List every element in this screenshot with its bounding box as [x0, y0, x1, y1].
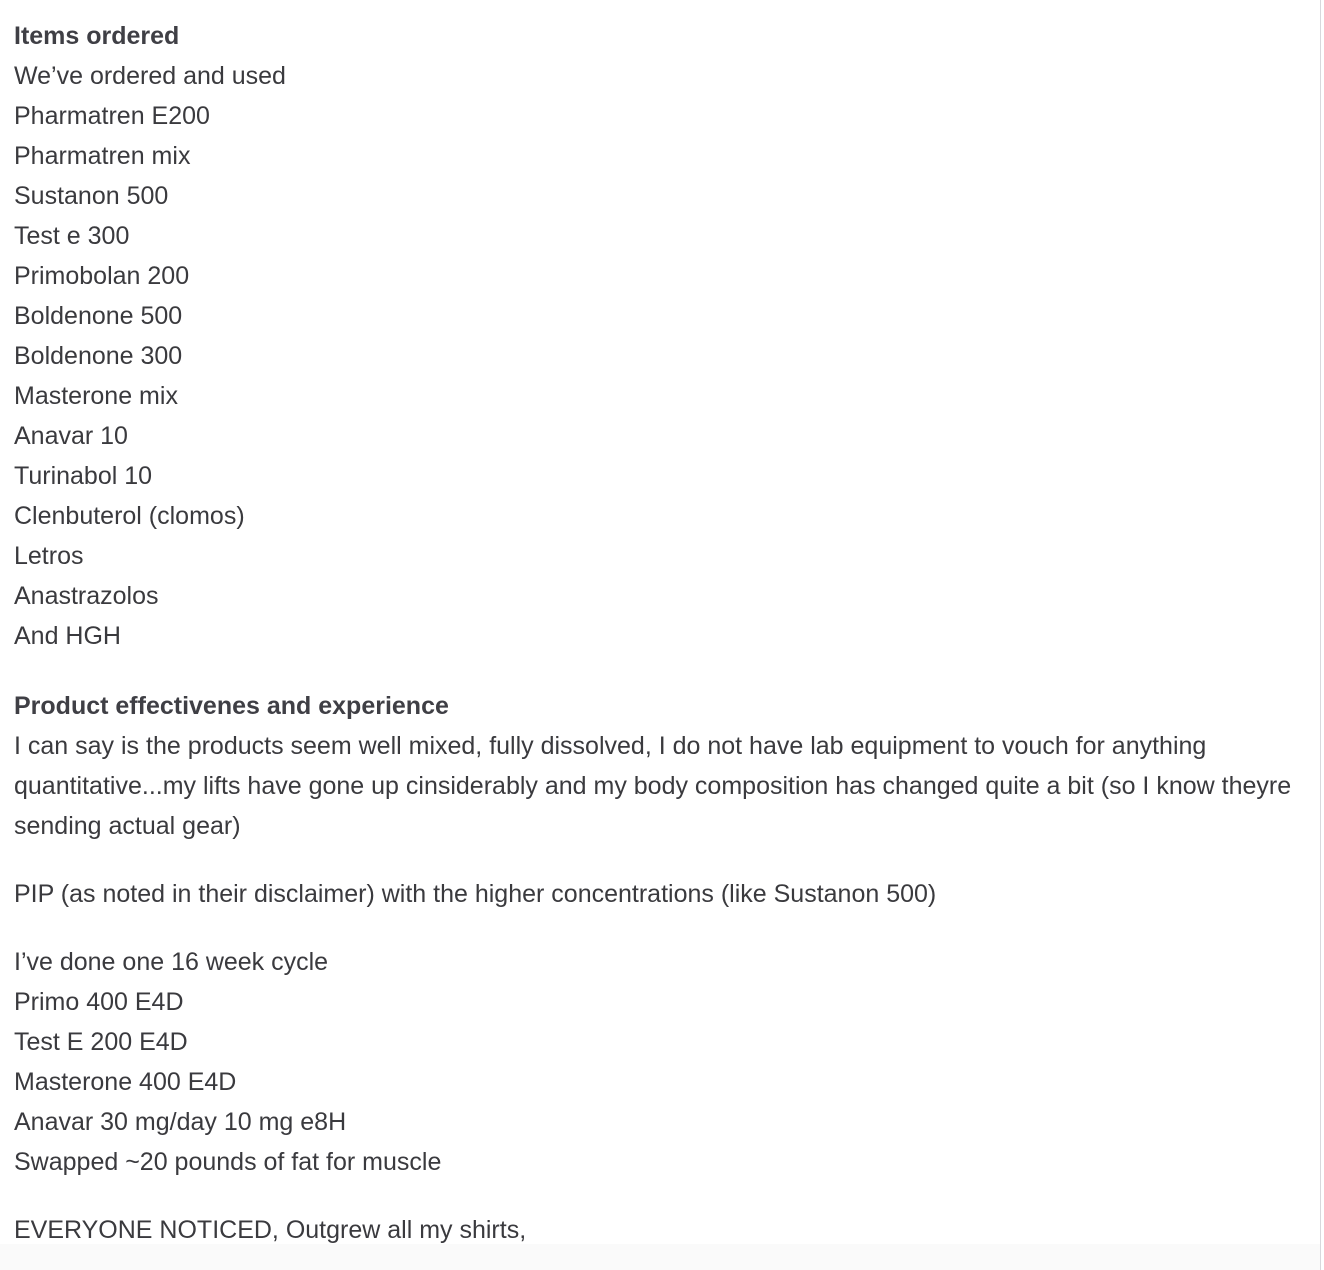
scroll-edge-divider — [1320, 0, 1321, 1270]
list-item: Boldenone 500 — [14, 302, 183, 330]
list-item: Anastrazolos — [14, 582, 159, 610]
effectiveness-heading: Product effectivenes and experience — [14, 692, 449, 720]
spacer — [14, 846, 1304, 874]
list-item: Pharmatren E200 — [14, 102, 210, 130]
post-body — [14, 16, 1304, 1250]
list-item: Boldenone 300 — [14, 342, 183, 370]
list-item: Swapped ~20 pounds of fat for muscle — [14, 1148, 442, 1176]
list-item: I’ve done one 16 week cycle — [14, 948, 329, 976]
list-item: Masterone mix — [14, 382, 178, 410]
list-item: Anavar 10 — [14, 422, 128, 450]
closing-line: EVERYONE NOTICED, Outgrew all my shirts, — [14, 1216, 527, 1244]
list-item: We’ve ordered and used — [14, 62, 286, 90]
items-ordered-heading: Items ordered — [14, 22, 180, 50]
list-item: Masterone 400 E4D — [14, 1068, 237, 1096]
list-item: And HGH — [14, 622, 121, 650]
list-item: Test E 200 E4D — [14, 1028, 188, 1056]
list-item: Turinabol 10 — [14, 462, 153, 490]
list-item: Sustanon 500 — [14, 182, 169, 210]
spacer — [14, 914, 1304, 942]
list-item: Clenbuterol (clomos) — [14, 502, 245, 530]
list-item: Letros — [14, 542, 84, 570]
list-item: Primobolan 200 — [14, 262, 190, 290]
list-item: Anavar 30 mg/day 10 mg e8H — [14, 1108, 347, 1136]
list-item: Primo 400 E4D — [14, 988, 184, 1016]
list-item: Pharmatren mix — [14, 142, 191, 170]
effectiveness-paragraph: I can say is the products seem well mixed, fully dissolved, I do not have lab equipment to vouch for anything quantitative...my lifts have gone up cinsiderably and my body composition has changed quite a bit (so I know theyre sending actual gear) — [14, 732, 1292, 840]
items-ordered-list — [14, 56, 1304, 656]
cycle-list — [14, 942, 1304, 1182]
list-item: Test e 300 — [14, 222, 130, 250]
spacer — [14, 656, 1304, 686]
spacer — [14, 1182, 1304, 1210]
pip-paragraph: PIP (as noted in their disclaimer) with the higher concentrations (like Sustanon 500) — [14, 880, 937, 908]
